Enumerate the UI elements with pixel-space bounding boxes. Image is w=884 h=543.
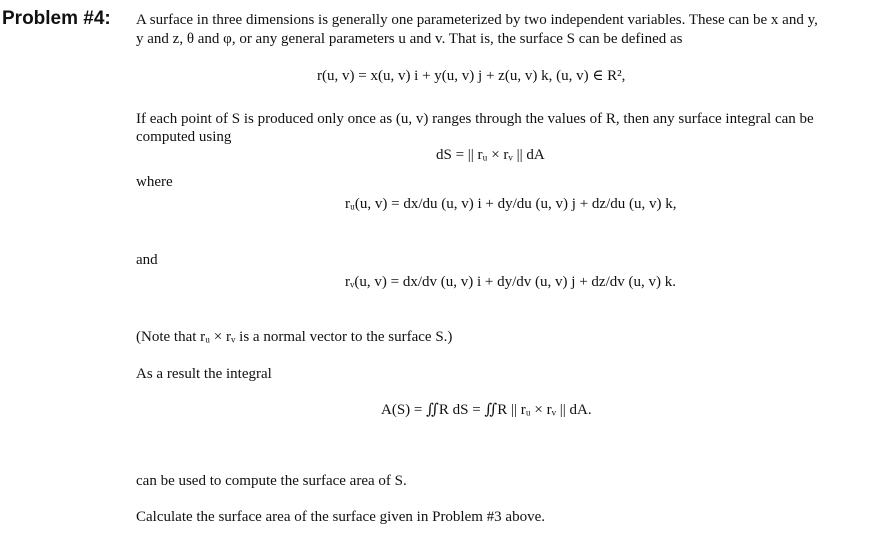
ifeach-line-1: If each point of S is produced only once as (u, v) ranges through the values of R, then any surface integral can be	[136, 111, 814, 127]
problem-heading: Problem #4:	[2, 8, 111, 29]
result-text: As a result the integral	[136, 366, 272, 382]
intro-line-1: A surface in three dimensions is generally one parameterized by two independent variables. These can be x and y,	[136, 12, 818, 28]
rv-equation: rᵥ(u, v) = dx/dv (u, v) i + dy/dv (u, v) j + dz/dv (u, v) k.	[345, 274, 676, 290]
intro-line-2: y and z, θ and φ, or any general parameters u and v. That is, the surface S can be defined as	[136, 31, 683, 47]
normal-vector-note: (Note that rᵤ × rᵥ is a normal vector to the surface S.)	[136, 329, 453, 345]
surface-area-text: can be used to compute the surface area of S.	[136, 473, 407, 489]
ru-equation: rᵤ(u, v) = dx/du (u, v) i + dy/du (u, v) j + dz/du (u, v) k,	[345, 196, 677, 212]
area-equation: A(S) = ∬R dS = ∬R || rᵤ × rᵥ || dA.	[381, 402, 592, 418]
and-label: and	[136, 252, 158, 268]
calculate-instruction: Calculate the surface area of the surface given in Problem #3 above.	[136, 509, 545, 525]
ds-equation: dS = || rᵤ × rᵥ || dA	[436, 147, 545, 163]
where-label: where	[136, 174, 173, 190]
surface-equation: r(u, v) = x(u, v) i + y(u, v) j + z(u, v) k, (u, v) ∈ R²,	[317, 68, 626, 84]
ifeach-line-2: computed using	[136, 129, 232, 145]
